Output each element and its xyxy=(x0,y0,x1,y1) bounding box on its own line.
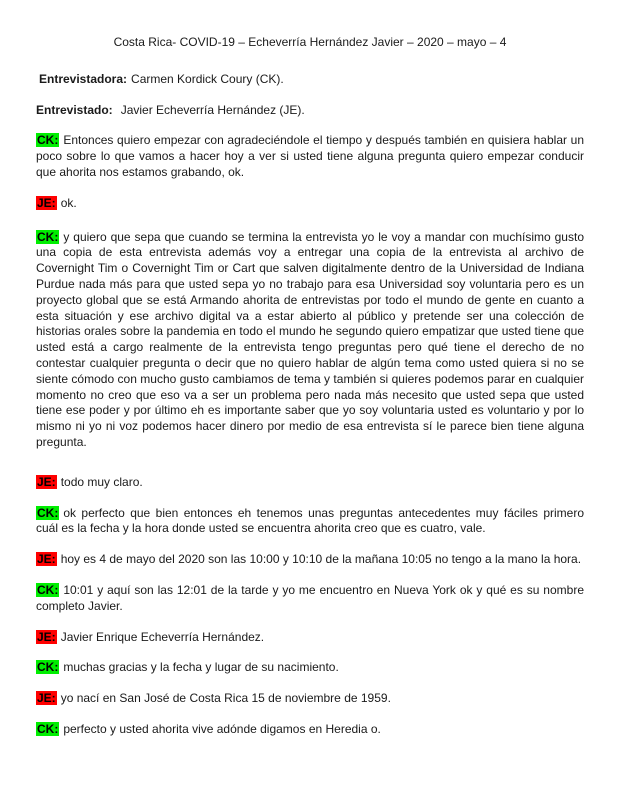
dialogue-paragraph xyxy=(36,133,584,180)
dialogue-text: ok perfecto que bien entonces eh tenemos unas preguntas antecedentes muy fáciles primero cuál es la fecha y la hora donde usted se encuentra ahorita creo que es cuatro, vale. xyxy=(36,505,584,536)
dialogue-text: Javier Enrique Echeverría Hernández. xyxy=(60,629,265,644)
interviewee-line xyxy=(36,103,584,119)
speaker-badge-je: JE: xyxy=(37,552,56,567)
speaker-badge-ck: CK: xyxy=(37,582,59,597)
dialogue-text: todo muy claro. xyxy=(60,474,143,489)
speaker-badge-ck: CK: xyxy=(37,133,59,148)
dialogue-paragraph xyxy=(36,660,584,676)
dialogue-text: hoy es 4 de mayo del 2020 son las 10:00 y 10:10 de la mañana 10:05 no tengo a la mano la hora. xyxy=(60,552,582,567)
speaker-badge-ck: CK: xyxy=(37,660,59,675)
dialogue-text: 10:01 y aquí son las 12:01 de la tarde y yo me encuentro en Nueva York ok y qué es su nombre completo Javier. xyxy=(36,582,584,613)
dialogue-paragraph xyxy=(36,630,584,646)
page-title: Costa Rica- COVID-19 – Echeverría Hernández Javier – 2020 – mayo – 4 xyxy=(113,35,507,49)
interviewee-name: Javier Echeverría Hernández (JE). xyxy=(120,102,305,117)
interviewee-label: Entrevistado: xyxy=(36,102,113,117)
interviewer-line xyxy=(36,72,584,88)
dialogue-paragraph xyxy=(36,475,584,491)
dialogue-paragraph xyxy=(36,583,584,615)
speaker-badge-je: JE: xyxy=(37,691,56,706)
dialogue-paragraph xyxy=(36,230,584,451)
dialogue-text: yo nací en San José de Costa Rica 15 de noviembre de 1959. xyxy=(60,691,391,706)
interviewer-name: Carmen Kordick Coury (CK). xyxy=(131,71,284,86)
dialogue-paragraph xyxy=(36,196,584,212)
dialogue-text: Entonces quiero empezar con agradeciéndole el tiempo y después también en quisiera hablar un poco sobre lo que vamos a hacer hoy a ver si usted tiene alguna pregunta quiero empezar conducir que ahorita nos estamos grabando, ok. xyxy=(36,133,584,179)
dialogue-text: perfecto y usted ahorita vive adónde digamos en Heredia o. xyxy=(63,721,381,736)
speaker-badge-ck: CK: xyxy=(37,721,59,736)
dialogue-text: ok. xyxy=(60,195,77,210)
dialogue-section xyxy=(36,133,584,737)
dialogue-text: muchas gracias y la fecha y lugar de su nacimiento. xyxy=(63,660,339,675)
speaker-badge-ck: CK: xyxy=(37,505,59,520)
interviewer-label: Entrevistadora: xyxy=(39,71,128,86)
dialogue-paragraph xyxy=(36,691,584,707)
dialogue-paragraph xyxy=(36,506,584,538)
dialogue-paragraph xyxy=(36,552,584,568)
speaker-badge-je: JE: xyxy=(37,629,56,644)
speaker-badge-ck: CK: xyxy=(37,229,59,244)
speaker-badge-je: JE: xyxy=(37,195,56,210)
dialogue-text: y quiero que sepa que cuando se termina la entrevista yo le voy a mandar con muchísimo gusto una copia de esta entrevista además voy a entregar una copia de la entrevista al archivo de Covernight Tim o Covernight Tim or Cart que salven digitalmente dentro de la Universidad de Indiana Purdue nada más para que usted sepa yo no trabajo para esa Universidad soy voluntaria pero es un proyecto global que se está Armando ahorita de entrevistas por todo el mundo de gente en cuanto a esta situación y ese archivo digital va a estar abierto al público y pretende ser una colección de historias orales sobre la pandemia en todo el mundo he segundo quiero empatizar que usted tiene que usted está a cargo realmente de la entrevista tengo preguntas pero qué tiene el derecho de no contestar cualquier pregunta o decir que no quiero hablar de algún tema como usted quiera si no se siente cómodo con mucho gusto cambiamos de tema y también si quieres podemos parar en cualquier momento no creo que eso va a ser un problema pero nada más necesito que usted sepa que usted tiene ese poder y por último eh es importante saber que yo soy voluntaria usted es voluntario y por lo mismo ni yo ni voz podemos hacer dinero por medio de esa entrevista sí le parece bien tiene alguna pregunta. xyxy=(36,229,584,449)
speaker-badge-je: JE: xyxy=(37,474,56,489)
dialogue-paragraph xyxy=(36,722,584,738)
